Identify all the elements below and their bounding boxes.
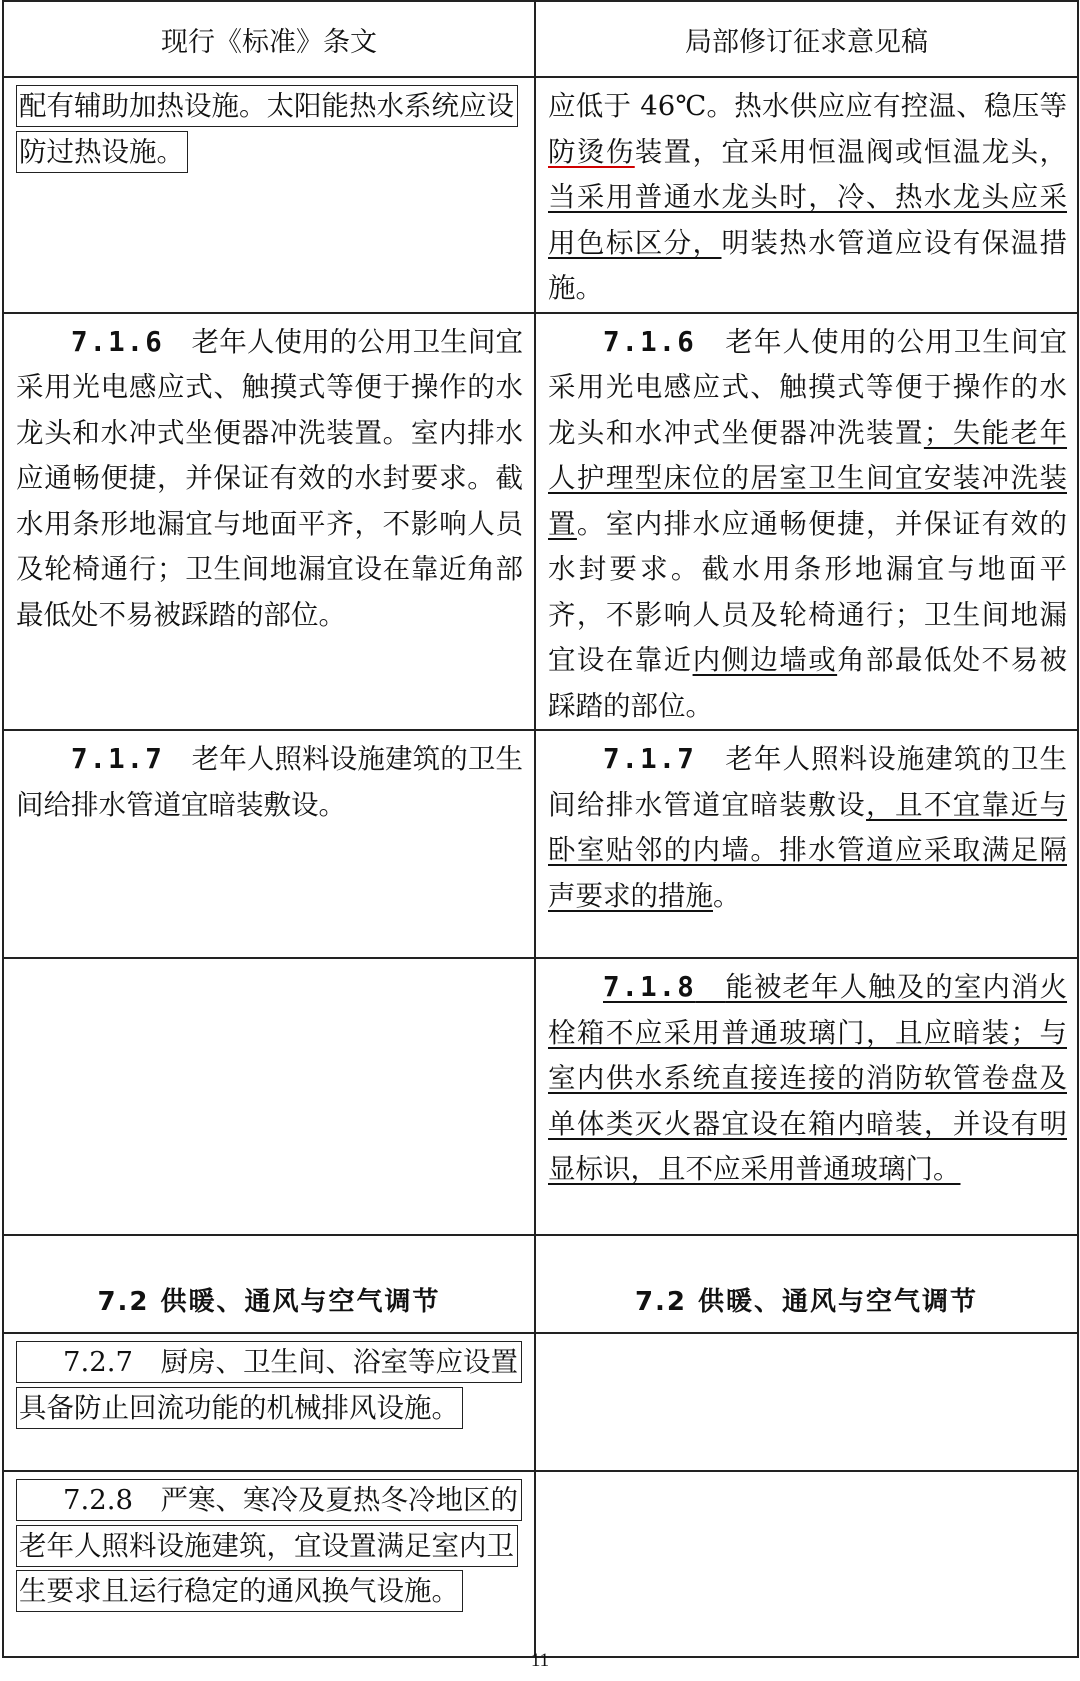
right-cell [535,730,1078,958]
clause-number: 7.1.6 [71,325,164,358]
clause-7-1-7-revised [536,731,1077,919]
underlined-revision-text: 内侧边墙或 [692,644,838,676]
clause-7-1-8-revised [536,959,1077,1193]
boxed-text-line: 具备防止回流功能的机械排风设施。 [16,1387,463,1429]
clause-text: 老年人使用的公用卫生间宜采用光电感应式、触摸式等便于操作的水龙头和水冲式坐便器冲洗装置 [548,325,1068,449]
section-heading-row [3,1235,1078,1333]
clause-number: 7.1.7 [603,743,696,775]
left-cell-text [4,78,534,175]
left-cell [3,1471,535,1657]
left-cell [3,730,535,958]
table-row [3,77,1078,313]
clause-number: 7.1.8 [603,971,696,1003]
clause-text: 。室内排水应通畅便捷，并保证有效的水封要求。截水用条形地漏宜与地面平齐，不影响人员及轮椅通行；卫生间地漏宜设在靠近 [548,507,1068,676]
boxed-text-line: 老年人照料设施建筑，宜设置满足室内卫 [16,1525,518,1567]
right-cell-empty [535,1333,1078,1471]
body-text: 装置，宜采用恒温阀或恒温龙头， [634,135,1068,168]
boxed-text-line: 生要求且运行稳定的通风换气设施。 [16,1570,463,1612]
comparison-table [2,0,1079,1658]
clause-7-1-6-current [4,314,534,639]
table-row [3,1471,1078,1657]
body-text: 应低于 46℃。热水供应应有控温、稳压等 [548,90,1067,122]
red-underlined-text: 防烫伤 [548,135,635,168]
column-header-current-standard: 现行《标准》条文 [3,1,535,77]
boxed-text-line: 7.2.7 厨房、卫生间、浴室等应设置 [16,1341,522,1383]
underlined-revision-text: ，且不宜靠近与卧室贴邻的内墙。排水管道应采取满足隔声要求的措施 [548,788,1068,912]
clause-text: 老年人照料设施建筑的卫生间给排水管道宜暗装敷设。 [16,743,524,821]
table-row [3,958,1078,1235]
table-row [3,730,1078,958]
boxed-text-line: 7.2.8 严寒、寒冷及夏热冬冷地区的 [16,1479,522,1521]
table-header-row [3,1,1078,77]
clause-text: 。 [713,879,741,912]
underlined-revision-text: 能被老年人触及的室内消火栓箱不应采用普通玻璃门，且应暗装；与室内供水系统直接连接的消防软管卷盘及单体类灭火器宜设在箱内暗装，并设有明显标识，且不应采用普通玻璃门。 [548,971,1068,1185]
clause-7-2-8-current [4,1472,534,1615]
clause-text: 老年人照料设施建筑的卫生间给排水管道宜暗装敷设 [548,743,1068,821]
left-cell [3,313,535,731]
boxed-text-line: 配有辅助加热设施。太阳能热水系统应设 [16,85,518,127]
right-cell-text [536,78,1077,312]
clause-text: 老年人使用的公用卫生间宜采用光电感应式、触摸式等便于操作的水龙头和水冲式坐便器冲洗装置。室内排水应通畅便捷，并保证有效的水封要求。截水用条形地漏宜与地面平齐，不影响人员及轮椅通行；卫生间地漏宜设在靠近角部最低处不易被踩踏的部位。 [16,325,524,631]
table-row [3,1333,1078,1471]
column-header-revision-draft: 局部修订征求意见稿 [535,1,1078,77]
section-heading-revised: 7.2 供暖、通风与空气调节 [535,1235,1078,1333]
clause-7-1-6-revised [536,314,1077,730]
underlined-revision-text: 当采用普通水龙头时，冷、热水龙头应采用色标区分， [548,181,1067,259]
clause-7-1-7-current [4,731,534,828]
table-row [3,313,1078,731]
underlined-revision-text: ；失能老年人护理型床位的居室卫生间宜安装冲洗装置 [548,416,1068,540]
body-text: 明装热水管道应设有保温措施。 [548,226,1068,304]
right-cell [535,313,1078,731]
clause-number: 7.1.6 [603,325,696,358]
left-cell [3,77,535,313]
clause-7-2-7-current [4,1334,534,1431]
clause-text: 角部最低处不易被踩踏的部位。 [548,644,1068,722]
left-cell-empty [3,958,535,1235]
page-number: 11 [530,1650,550,1671]
boxed-text-line: 防过热设施。 [16,131,188,173]
right-cell [535,77,1078,313]
section-heading-current: 7.2 供暖、通风与空气调节 [3,1235,535,1333]
right-cell [535,958,1078,1235]
clause-number: 7.1.7 [71,743,164,775]
right-cell-empty [535,1471,1078,1657]
left-cell [3,1333,535,1471]
